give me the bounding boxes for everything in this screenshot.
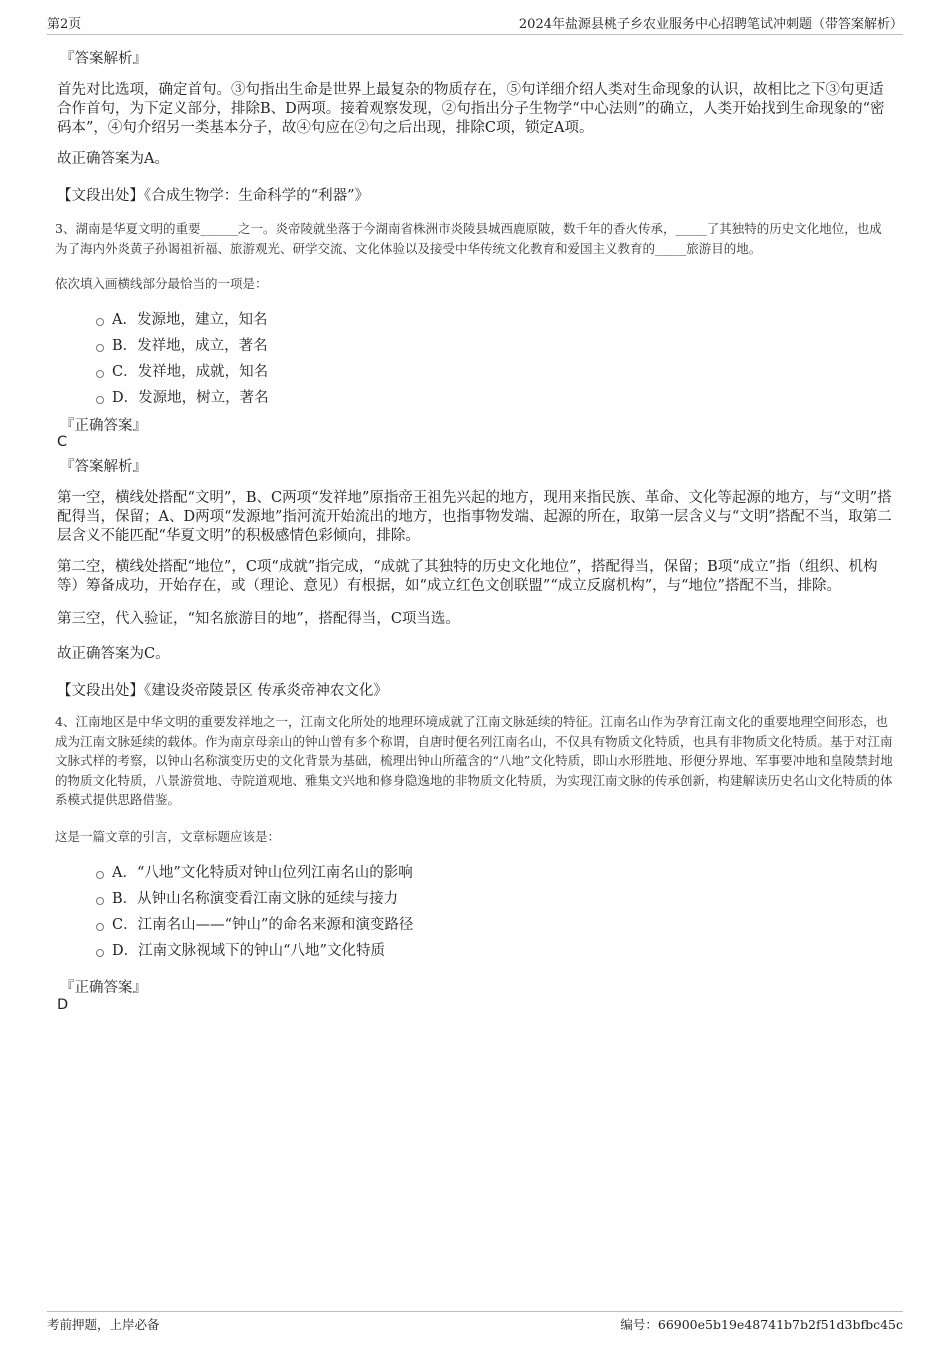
q3-analysis-p2: 第二空，横线处搭配“地位”，C项“成就”指完成，“成就了其独特的历史文化地位”，搭配得当，保留；B项“成立”指（组织、机构等）筹备成功，开始存在，或（理论、意见）有根据，如“成立红色文创联盟”“成立反腐机构”，与“地位”搭配不当，排除。 — [57, 559, 878, 594]
q3-option-b[interactable] — [96, 334, 268, 355]
radio-icon[interactable] — [96, 923, 104, 931]
q3-answer-label: 『正确答案』 — [60, 418, 147, 434]
radio-icon[interactable] — [96, 344, 104, 352]
q4-option-c[interactable] — [96, 913, 413, 934]
q3-answer: C — [57, 434, 68, 450]
q4-question: 4、江南地区是中华文明的重要发祥地之一，江南文化所处的地理环境成就了江南文脉延续的特征。江南名山作为孕育江南文化的重要地理空间形态，也成为江南文脉延续的载体。作为南京母亲山的钟山曾有多个称谓，自唐时便名列江南名山，不仅具有物质文化特质，也具有非物质文化特质。基于对江南文脉式样的考察，以钟山名称演变历史的文化背景为基础，梳理出钟山所蕴含的“八地”文化特质，即山水形胜地、形便分界地、军事要冲地和皇陵禁封地的物质文化特质，八景游赏地、寺院道观地、雅集文兴地和修身隐逸地的非物质文化特质，为实现江南文脉的传承创新，构建解读历史名山文化特质的体系模式提供思路借鉴。 — [55, 714, 893, 807]
option-label: C．发祥地，成就，知名 — [112, 364, 269, 380]
q3-analysis-p1: 第一空，横线处搭配“文明”，B、C两项“发祥地”原指帝王祖先兴起的地方，现用来指民族、革命、文化等起源的地方，与“文明”搭配得当，保留；A、D两项“发源地”指河流开始流出的地方，也指事物发端、起源的所在，取第一层含义与“文明”搭配不当，取第二层含义不能匹配“华夏文明”的积极感情色彩倾向，排除。 — [57, 490, 892, 544]
option-label: B．发祥地，成立，著名 — [112, 338, 268, 354]
option-label: C．江南名山——“钟山”的命名来源和演变路径 — [112, 917, 414, 933]
q2-analysis-label: 『答案解析』 — [60, 51, 147, 67]
option-label: A．发源地，建立，知名 — [112, 312, 268, 328]
option-label: B．从钟山名称演变看江南文脉的延续与接力 — [112, 891, 399, 907]
q3-option-c[interactable] — [96, 360, 268, 381]
q4-answer: D — [57, 997, 69, 1013]
option-label: A．“八地”文化特质对钟山位列江南名山的影响 — [112, 865, 413, 881]
q3-question: 3、湖南是华夏文明的重要______之一。炎帝陵就坐落于今湖南省株洲市炎陵县城西鹿原陂，数千年的香火传承，_____了其独特的历史文化地位，也成为了海内外炎黄子孙谒祖祈福、旅游观光、研学交流、文化体验以及接受中华传统文化教育和爱国主义教育的_____旅游目的地。 — [55, 221, 882, 256]
q4-option-d[interactable] — [96, 939, 385, 960]
radio-icon[interactable] — [96, 318, 104, 326]
radio-icon[interactable] — [96, 396, 104, 404]
q3-analysis-p3: 第三空，代入验证，“知名旅游目的地”，搭配得当，C项当选。 — [57, 611, 460, 627]
q3-source: 【文段出处】《建设炎帝陵景区 传承炎帝神农文化》 — [57, 683, 388, 699]
document-title: 2024年盐源县桃子乡农业服务中心招聘笔试冲刺题（带答案解析） — [518, 17, 903, 32]
q4-option-a[interactable] — [96, 861, 413, 882]
q3-option-d[interactable] — [96, 386, 269, 407]
page-number: 第2页 — [47, 17, 82, 32]
q4-prompt: 这是一篇文章的引言，文章标题应该是： — [55, 829, 281, 844]
footer-slogan: 考前押题，上岸必备 — [47, 1317, 160, 1332]
page-footer — [47, 1311, 903, 1333]
radio-icon[interactable] — [96, 897, 104, 905]
document-id: 编号：66900e5b19e48741b7b2f51d3bfbc45c — [620, 1317, 903, 1332]
q2-analysis: 首先对比选项，确定首句。③句指出生命是世界上最复杂的物质存在，⑤句详细介绍人类对生命现象的认识，故相比之下③句更适合作首句，为下定义部分，排除B、D两项。接着观察发现，②句指出分子生物学“中心法则”的确立，人类开始找到生命现象的“密码本”，④句介绍另一类基本分子，故④句应在②句之后出现，排除C项，锁定A项。 — [57, 82, 885, 136]
q3-analysis-label: 『答案解析』 — [60, 459, 147, 475]
radio-icon[interactable] — [96, 871, 104, 879]
q2-conclusion: 故正确答案为A。 — [57, 151, 169, 167]
option-label: D．发源地，树立，著名 — [112, 390, 269, 406]
radio-icon[interactable] — [96, 370, 104, 378]
q2-source: 【文段出处】《合成生物学：生命科学的“利器”》 — [57, 188, 370, 204]
q3-conclusion: 故正确答案为C。 — [57, 646, 170, 662]
q4-answer-label: 『正确答案』 — [60, 980, 147, 996]
option-label: D．江南文脉视域下的钟山“八地”文化特质 — [112, 943, 385, 959]
q3-option-a[interactable] — [96, 308, 267, 329]
q3-prompt: 依次填入画横线部分最恰当的一项是： — [55, 276, 268, 291]
q4-option-b[interactable] — [96, 887, 398, 908]
page-header — [47, 12, 903, 35]
radio-icon[interactable] — [96, 949, 104, 957]
